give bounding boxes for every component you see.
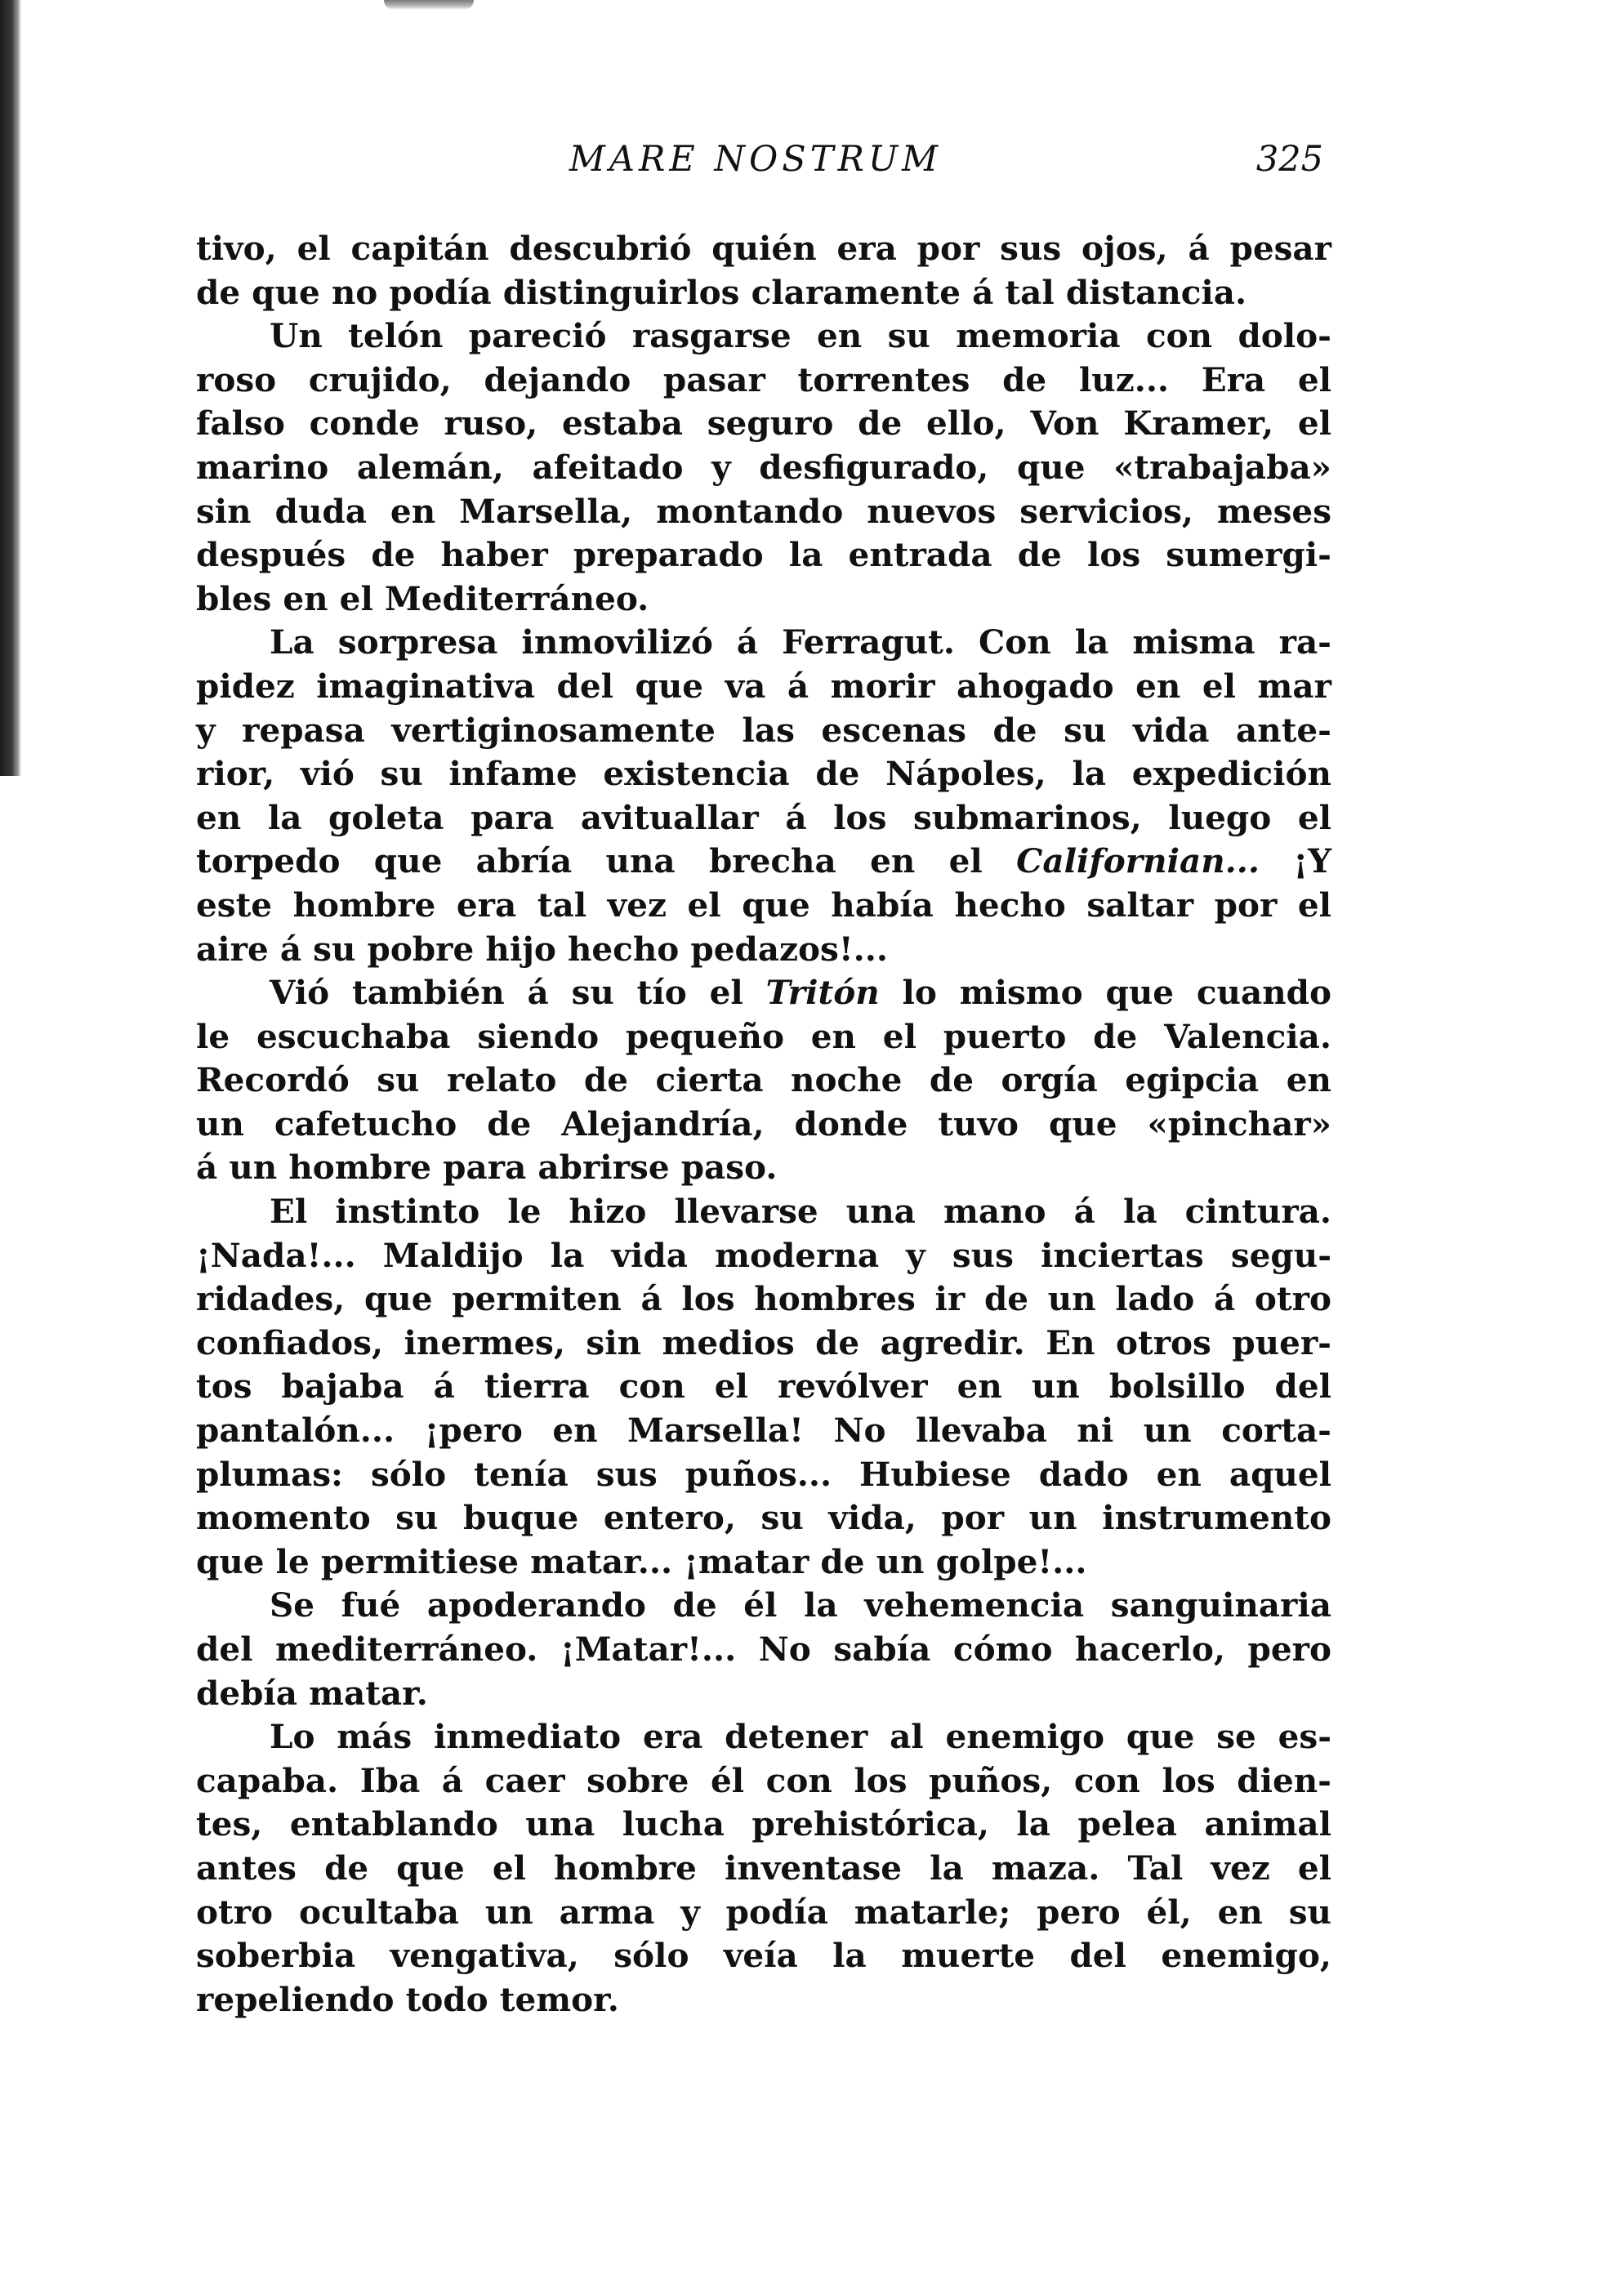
text-segment: Vió también á su tío el <box>270 973 743 1013</box>
text-line: á un hombre para abrirse paso. <box>196 1148 778 1188</box>
text-line <box>196 840 1331 884</box>
ship-name-californian: Californian... <box>1016 841 1260 881</box>
binding-shadow <box>0 0 21 776</box>
text-line: del mediterráneo. ¡Matar!... No sabía cómo hacerlo, pero <box>196 1629 1331 1669</box>
text-line: y repasa vertiginosamente las escenas de su vida ante- <box>196 710 1331 750</box>
text-line: un cafetucho de Alejandría, donde tuvo que «pinchar» <box>196 1103 1331 1144</box>
text-line: antes de que el hombre inventase la maza. Tal vez el <box>196 1848 1331 1888</box>
text-line: capaba. Iba á caer sobre él con los puños, con los dien- <box>196 1760 1331 1800</box>
text-line: pantalón... ¡pero en Marsella! No llevaba ni un corta- <box>196 1411 1331 1451</box>
text-line: después de haber preparado la entrada de los sumergi- <box>196 535 1331 575</box>
text-line: Lo más inmediato era detener al enemigo que se es- <box>270 1717 1331 1757</box>
text-segment: torpedo que abría una brecha en el <box>196 841 983 881</box>
text-line: ¡Nada!... Maldijo la vida moderna y sus inciertas segu- <box>196 1235 1331 1275</box>
text-line: tos bajaba á tierra con el revólver en un bolsillo del <box>196 1366 1331 1407</box>
scan-artifact <box>384 0 474 10</box>
text-line: otro ocultaba un arma y podía matarle; pero él, en su <box>196 1892 1331 1932</box>
text-line: roso crujido, dejando pasar torrentes de luz... Era el <box>196 359 1331 399</box>
text-line: La sorpresa inmovilizó á Ferragut. Con la misma ra- <box>270 622 1331 662</box>
text-line: Se fué apoderando de él la vehemencia sanguinaria <box>270 1585 1331 1625</box>
text-line: El instinto le hizo llevarse una mano á la cintura. <box>270 1192 1331 1232</box>
page-header <box>188 139 1323 188</box>
text-line: tes, entablando una lucha prehistórica, la pelea animal <box>196 1804 1331 1844</box>
text-line: momento su buque entero, su vida, por un instrumento <box>196 1498 1331 1538</box>
running-title: MARE NOSTRUM <box>569 139 943 180</box>
text-line: soberbia vengativa, sólo veía la muerte del enemigo, <box>196 1936 1331 1976</box>
text-line: en la goleta para avituallar á los submarinos, luego el <box>196 797 1331 837</box>
text-line: este hombre era tal vez el que había hecho saltar por el <box>196 885 1331 925</box>
text-line: plumas: sólo tenía sus puños... Hubiese dado en aquel <box>196 1454 1331 1494</box>
text-line: confiados, inermes, sin medios de agredir. En otros puer- <box>196 1322 1331 1362</box>
text-line: bles en el Mediterráneo. <box>196 578 649 618</box>
text-line: tivo, el capitán descubrió quién era por sus ojos, á pesar <box>196 229 1331 268</box>
text-line: rior, vió su infame existencia de Nápoles, la expedición <box>196 754 1331 794</box>
text-line <box>196 971 1331 1015</box>
text-line: Recordó su relato de cierta noche de orgía egipcia en <box>196 1060 1331 1100</box>
text-line: marino alemán, afeitado y desfigurado, que «trabajaba» <box>196 447 1331 487</box>
body-text <box>196 227 1331 2022</box>
text-line: debía matar. <box>196 1673 428 1713</box>
text-line: sin duda en Marsella, montando nuevos servicios, meses <box>196 491 1331 531</box>
text-segment: lo mismo que cuando <box>902 973 1331 1013</box>
text-segment: ¡Y <box>1293 841 1332 881</box>
nickname-triton: Tritón <box>765 973 880 1013</box>
text-line: le escuchaba siendo pequeño en el puerto de Valencia. <box>196 1016 1331 1056</box>
text-line: ridades, que permiten á los hombres ir de un lado á otro <box>196 1279 1331 1319</box>
page-number: 325 <box>1255 139 1323 180</box>
text-line: falso conde ruso, estaba seguro de ello, Von Kramer, el <box>196 403 1331 444</box>
text-line: de que no podía distinguirlos claramente á tal distancia. <box>196 272 1247 312</box>
text-line: que le permitiese matar... ¡matar de un golpe!... <box>196 1541 1087 1581</box>
text-line: aire á su pobre hijo hecho pedazos!... <box>196 929 888 969</box>
text-line: Un telón pareció rasgarse en su memoria con dolo- <box>270 316 1331 356</box>
text-line: pidez imaginativa del que va á morir ahogado en el mar <box>196 666 1331 706</box>
text-line: repeliendo todo temor. <box>196 1979 619 2019</box>
